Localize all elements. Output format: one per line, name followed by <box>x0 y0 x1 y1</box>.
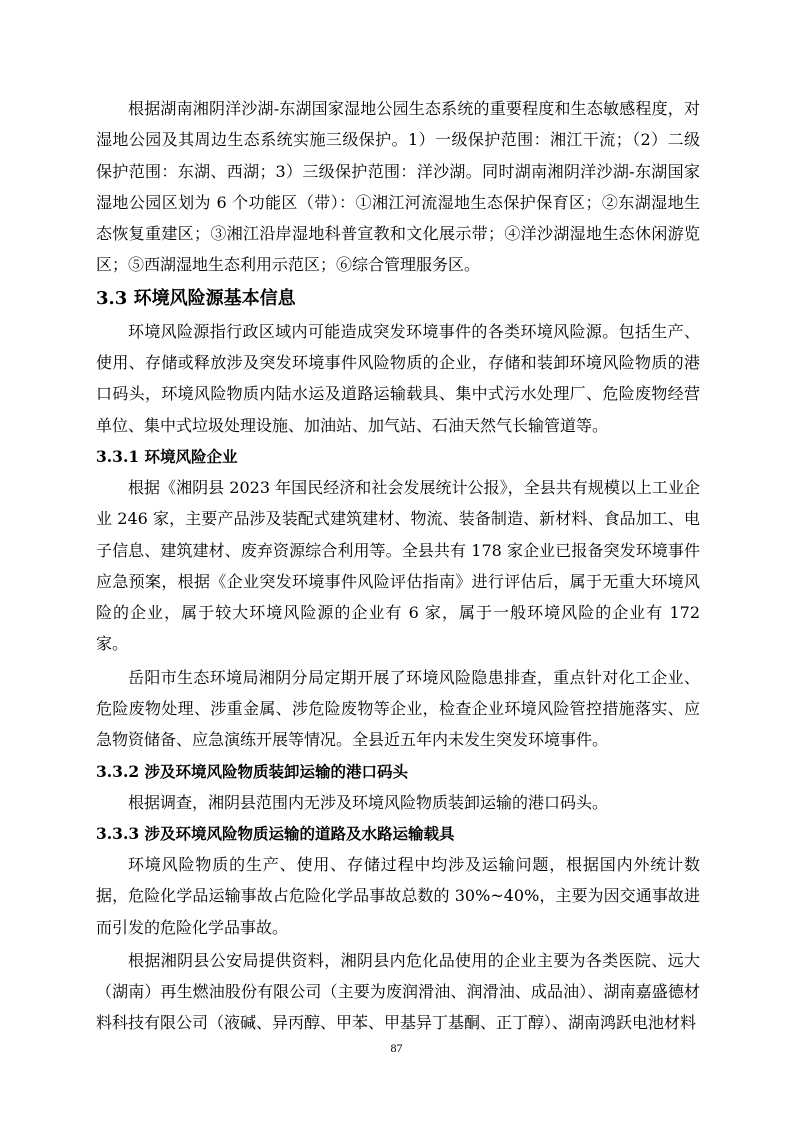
section-heading-3-3: 3.3 环境风险源基本信息 <box>96 287 296 309</box>
paragraph-wetland-protection: 根据湖南湘阴洋沙湖-东湖国家湿地公园生态系统的重要程度和生态敏感程度，对湿地公园及其周边生态系统实施三级保护。1）一级保护范围：湘江干流；（2）二级保护范围：东湖、西湖；3）三级保护范围：洋沙湖。同时湖南湘阴洋沙湖-东湖国家湿地公园区划为 6 个功能区（带）：①湘江河流湿地生态保护保育区；②东湖湿地生态恢复重建区；③湘江沿岸湿地科普宣教和文化展示带；④洋沙湖湿地生态休闲游览区；⑤西湖湿地生态利用示范区；⑥综合管理服务区。 <box>96 99 700 275</box>
subsection-heading-3-3-1: 3.3.1 环境风险企业 <box>96 446 238 466</box>
subsection-heading-3-3-2: 3.3.2 涉及环境风险物质装卸运输的港口码头 <box>96 761 409 781</box>
paragraph-transport-statistics: 环境风险物质的生产、使用、存储过程中均涉及运输问题，根据国内外统计数据，危险化学品运输事故占危险化学品事故总数的 30%~40%，主要为因交通事故进而引发的危险化学品事故。 <box>96 854 700 937</box>
paragraph-risk-inspection: 岳阳市生态环境局湘阴分局定期开展了环境风险隐患排查，重点针对化工企业、危险废物处理、涉重金属、涉危险废物等企业，检查企业环境风险管控措施落实、应急物资储备、应急演练开展等情况。全县近五年内未发生突发环境事件。 <box>96 667 700 750</box>
paragraph-port-survey: 根据调查，湘阴县范围内无涉及环境风险物质装卸运输的港口码头。 <box>128 792 609 812</box>
page-number: 87 <box>390 1041 403 1055</box>
paragraph-hazardous-chemical-users: 根据湘阴县公安局提供资料，湘阴县内危化品使用的企业主要为各类医院、远大（湖南）再生燃油股份有限公司（主要为废润滑油、润滑油、成品油）、湖南嘉盛德材料科技有限公司（液碱、异丙醇、甲苯、甲基异丁基酮、正丁醇）、湖南鸿跃电池材料 <box>96 950 700 1033</box>
subsection-heading-3-3-3: 3.3.3 涉及环境风险物质运输的道路及水路运输载具 <box>96 823 455 843</box>
page-body <box>96 93 700 1039</box>
paragraph-risk-source-definition: 环境风险源指行政区域内可能造成突发环境事件的各类环境风险源。包括生产、使用、存储或释放涉及突发环境事件风险物质的企业，存储和装卸环境风险物质的港口码头，环境风险物质内陆水运及道路运输载具、集中式污水处理厂、危险废物经营单位、集中式垃圾处理设施、加油站、加气站、石油天然气长输管道等。 <box>96 321 700 435</box>
paragraph-risk-enterprises: 根据《湘阴县 2023 年国民经济和社会发展统计公报》，全县共有规模以上工业企业 246 家，主要产品涉及装配式建筑建材、物流、装备制造、新材料、食品加工、电子信息、建筑建材、废弃资源综合利用等。全县共有 178 家企业已报备突发环境事件应急预案，根据《企业突发环境事件风险评估指南》进行评估后，属于无重大环境风险的企业，属于较大环境风险源的企业有 6 家，属于一般环境风险的企业有 172 家。 <box>96 477 700 654</box>
